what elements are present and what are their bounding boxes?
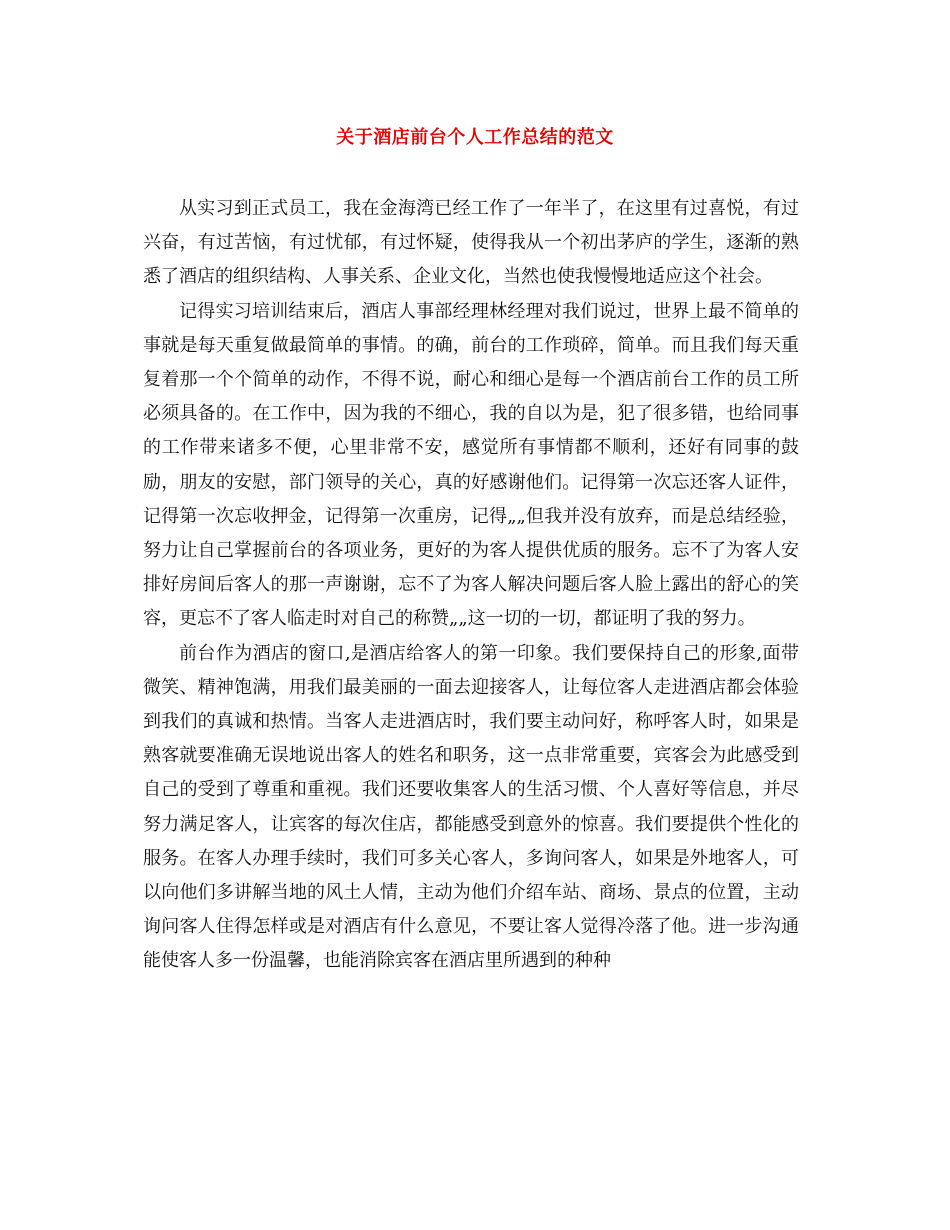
paragraph-2: 记得实习培训结束后，酒店人事部经理林经理对我们说过，世界上最不简单的事就是每天重复做最简单的事情。的确，前台的工作琐碎，简单。而且我们每天重复着那一个个简单的动作，不得不说，耐心和细心是每一个酒店前台工作的员工所必须具备的。在工作中，因为我的不细心，我的自以为是，犯了很多错，也给同事的工作带来诸多不便，心里非常不安，感觉所有事情都不顺利，还好有同事的鼓励，朋友的安慰，部门领导的关心，真的好感谢他们。记得第一次忘还客人证件，记得第一次忘收押金，记得第一次重房，记得„„但我并没有放弃，而是总结经验，努力让自己掌握前台的各项业务，更好的为客人提供优质的服务。忘不了为客人安排好房间后客人的那一声谢谢，忘不了为客人解决问题后客人脸上露出的舒心的笑容，更忘不了客人临走时对自己的称赞„„这一切的一切，都证明了我的努力。 <box>143 300 799 630</box>
document-title: 关于酒店前台个人工作总结的范文 <box>336 127 614 148</box>
document-body <box>143 192 799 979</box>
paragraph-3: 前台作为酒店的窗口,是酒店给客人的第一印象。我们要保持自己的形象,面带微笑、精神饱满，用我们最美丽的一面去迎接客人，让每位客人走进酒店都会体验到我们的真诚和热情。当客人走进酒店时，我们要主动问好，称呼客人时，如果是熟客就要准确无误地说出客人的姓名和职务，这一点非常重要，宾客会为此感受到自己的受到了尊重和重视。我们还要收集客人的生活习惯、个人喜好等信息，并尽努力满足客人，让宾客的每次住店，都能感受到意外的惊喜。我们要提供个性化的服务。在客人办理手续时，我们可多关心客人，多询问客人，如果是外地客人，可以向他们多讲解当地的风土人情，主动为他们介绍车站、商场、景点的位置，主动询问客人住得怎样或是对酒店有什么意见，不要让客人觉得冷落了他。进一步沟通能使客人多一份温馨，也能消除宾客在酒店里所遇到的种种 <box>143 642 799 972</box>
paragraph-1: 从实习到正式员工，我在金海湾已经工作了一年半了，在这里有过喜悦，有过兴奋，有过苦恼，有过忧郁，有过怀疑，使得我从一个初出茅庐的学生，逐渐的熟悉了酒店的组织结构、人事关系、企业文化，当然也使我慢慢地适应这个社会。 <box>143 198 799 288</box>
